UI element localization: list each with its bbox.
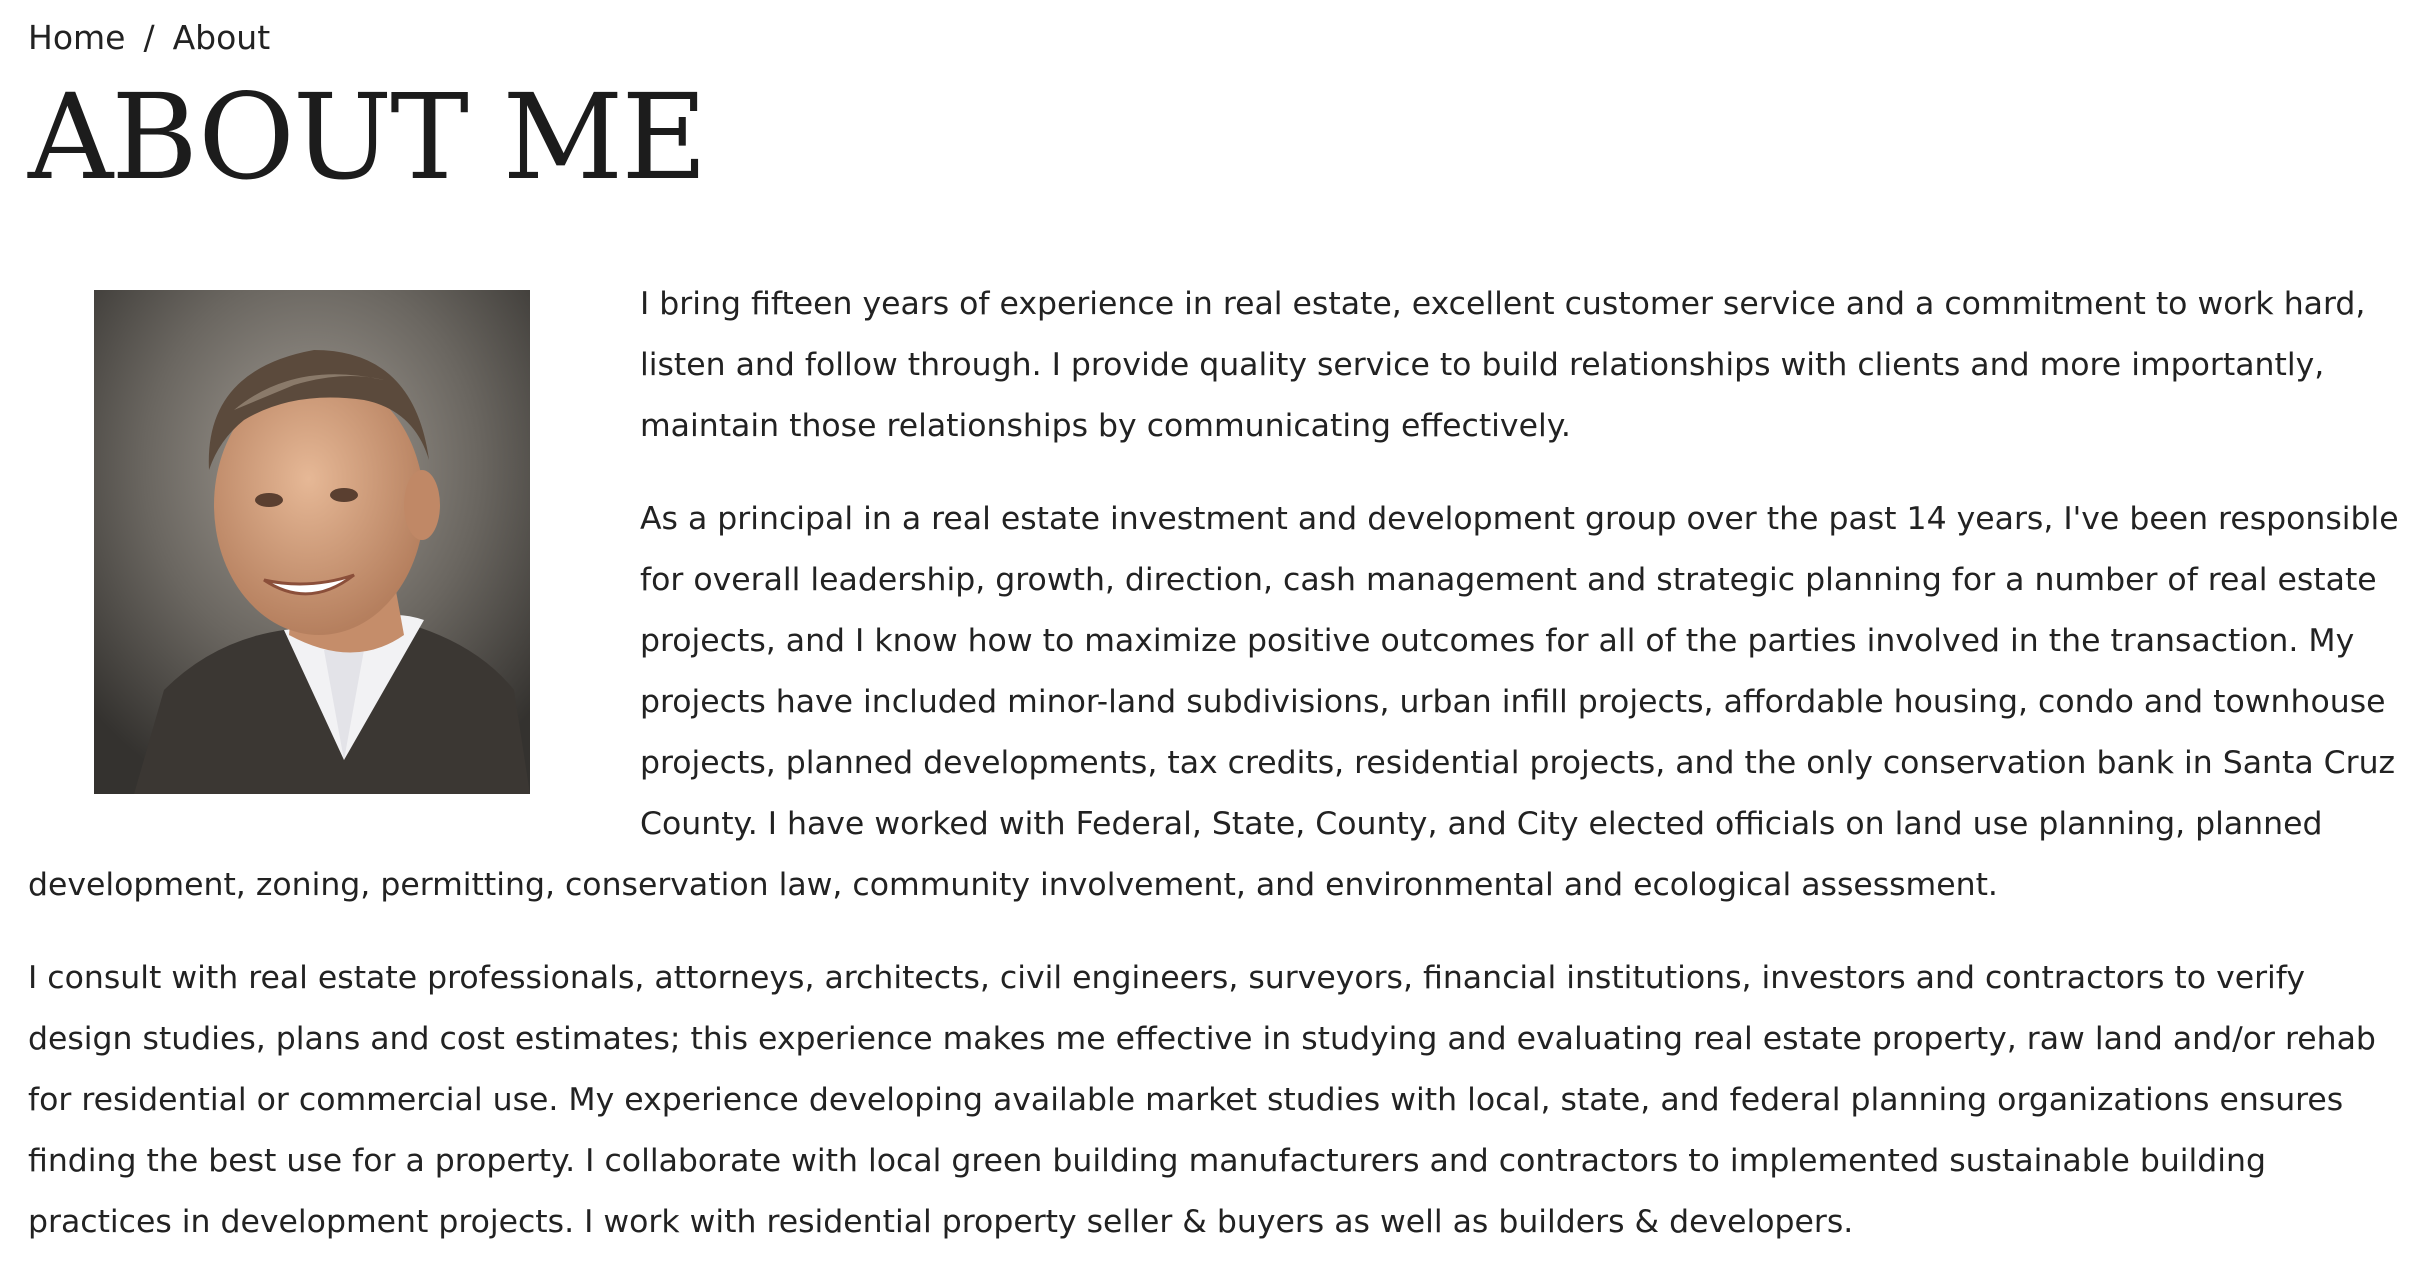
breadcrumb-current: About	[172, 18, 271, 57]
portrait-photo-icon	[94, 290, 530, 794]
breadcrumb-home-link[interactable]: Home	[28, 18, 126, 57]
about-paragraph-2: As a principal in a real estate investment and development group over the past 14 years, I've been responsible for overall leadership, growth, direction, cash management and strategic planning for a number of real estate projects, and I know how to maximize positive outcomes for all of the parties involved in the transaction. My projects have included minor-land subdivisions, urban infill projects, affordable housing, condo and townhouse projects, planned developments, tax credits, residential projects, and the only conservation bank in Santa Cruz County. I have worked with Federal, State, County, and City elected officials on land use planning, planned development, zoning, permitting, conservation law, community involvement, and environmental and ecological assessment.	[28, 501, 2399, 903]
about-paragraph-1: I bring fifteen years of experience in real estate, excellent customer service and a commitment to work hard, listen and follow through. I provide quality service to build relationships with clients and more importantly, maintain those relationships by communicating effectively.	[640, 286, 2366, 444]
portrait-wrapper	[28, 274, 640, 822]
breadcrumb	[28, 16, 270, 60]
about-content	[28, 274, 2408, 1285]
breadcrumb-separator: /	[143, 18, 155, 57]
portrait-photo	[94, 290, 530, 794]
about-paragraph-3: I consult with real estate professionals, attorneys, architects, civil engineers, surveyors, financial institutions, investors and contractors to verify design studies, plans and cost estimates; this experience makes me effective in studying and evaluating real estate property, raw land and/or rehab for residential or commercial use. My experience developing available market studies with local, state, and federal planning organizations ensures finding the best use for a property. I collaborate with local green building manufacturers and contractors to implemented sustainable building practices in development projects. I work with residential property seller & buyers as well as builders & developers.	[28, 960, 2376, 1240]
page-title: ABOUT ME	[28, 68, 706, 206]
